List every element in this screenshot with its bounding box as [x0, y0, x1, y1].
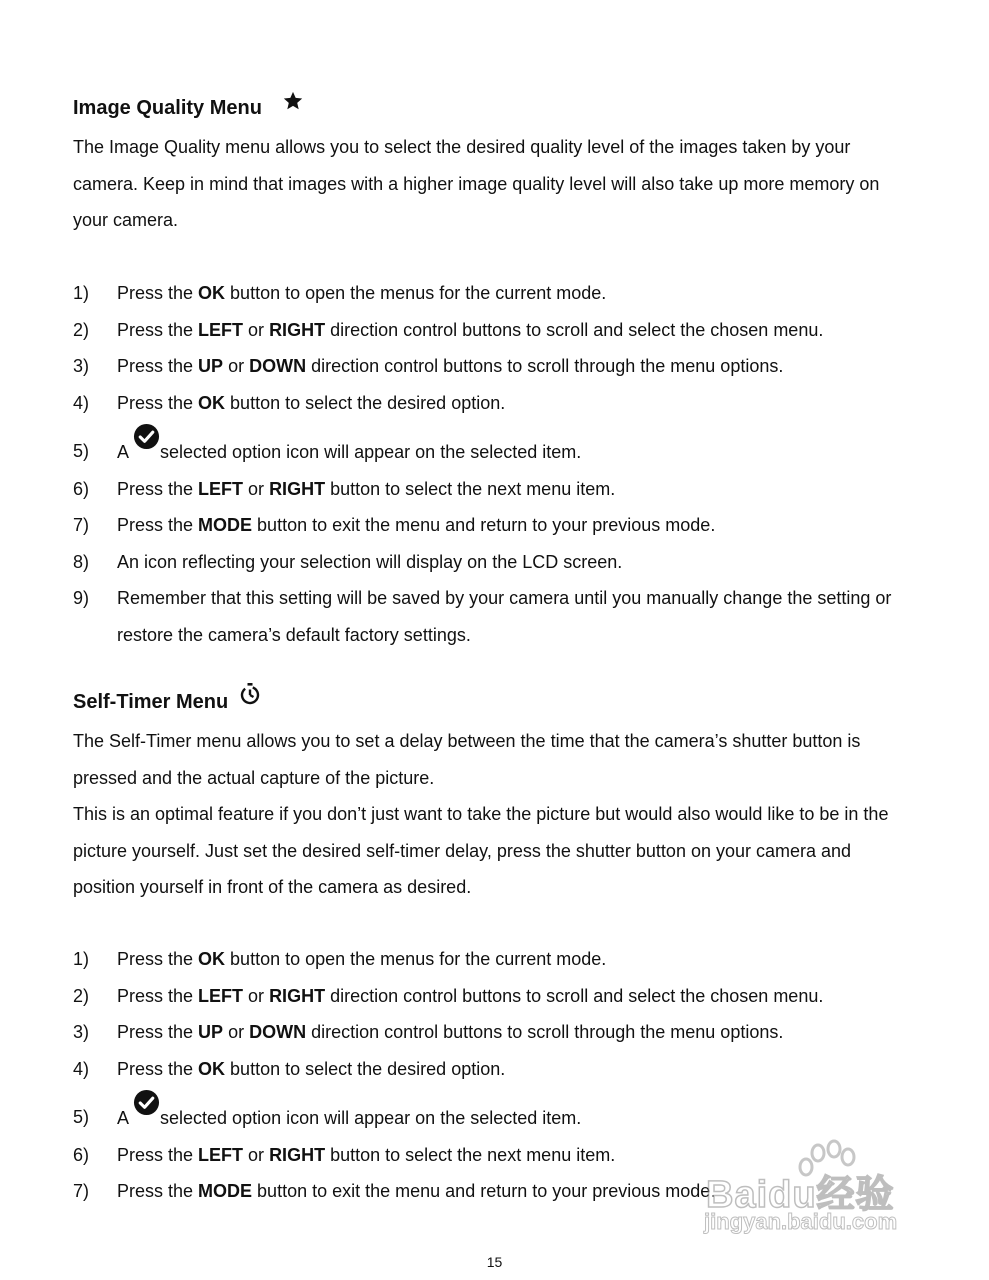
list-item-number: 7)	[73, 515, 90, 535]
list-item-number: 5)	[73, 441, 90, 461]
self-timer-title: Self-Timer Menu	[73, 691, 229, 713]
list-item	[73, 471, 913, 508]
list-item-text: direction control buttons to scroll and select the chosen menu.	[325, 319, 824, 340]
star-icon	[282, 90, 304, 118]
list-item-number: 6)	[73, 478, 90, 499]
self-timer-intro-1: The Self-Timer menu allows you to set a delay between the time that the camera’s shutter button is pressed and the actual capture of the picture.	[73, 731, 861, 788]
list-item-text: button to select the next menu item.	[325, 478, 616, 499]
button-name: LEFT	[198, 319, 244, 340]
list-item	[73, 580, 913, 653]
list-item-text: Press the	[117, 1181, 199, 1201]
button-name: OK	[198, 392, 226, 413]
list-item	[73, 348, 913, 385]
button-name: OK	[198, 283, 226, 303]
list-item-text: selected option icon will appear on the selected item.	[160, 1108, 582, 1128]
list-item-text: Press the	[117, 515, 199, 535]
list-item-number: 2)	[73, 319, 90, 340]
list-item-text: button to exit the menu and return to your previous mode.	[252, 1181, 716, 1201]
list-item-text: button to select the desired option.	[225, 392, 506, 413]
button-name: MODE	[198, 515, 253, 535]
list-item-text: Remember that this setting will be saved by your camera until you manually change the setting or restore the camera’s default factory settings.	[117, 588, 892, 645]
button-name: MODE	[198, 1181, 253, 1201]
button-name: UP	[198, 1022, 224, 1042]
list-item-number: 4)	[73, 392, 90, 413]
list-item	[73, 978, 913, 1015]
list-item-text: direction control buttons to scroll through the menu options.	[306, 1022, 784, 1042]
list-item	[73, 275, 913, 312]
list-item	[73, 421, 913, 471]
button-name: OK	[198, 1058, 226, 1079]
button-name: DOWN	[249, 1022, 307, 1042]
button-name: OK	[198, 949, 226, 969]
list-item-number: 6)	[73, 1144, 90, 1165]
list-item-number: 8)	[73, 551, 90, 572]
selected-check-icon	[133, 1089, 160, 1116]
button-name: UP	[198, 356, 224, 376]
list-item-text: direction control buttons to scroll through the menu options.	[306, 356, 784, 376]
list-item-number: 7)	[73, 1181, 90, 1201]
list-item-text: A	[117, 1108, 134, 1128]
list-item-text: Press the	[117, 319, 199, 340]
list-item-text: direction control buttons to scroll and select the chosen menu.	[325, 985, 824, 1006]
list-item-text: Press the	[117, 356, 199, 376]
button-name: RIGHT	[269, 985, 326, 1006]
button-name: RIGHT	[269, 1144, 326, 1165]
list-item-text: selected option icon will appear on the selected item.	[160, 442, 582, 462]
list-item-text: Press the	[117, 1058, 199, 1079]
list-item-text: or	[243, 1144, 270, 1165]
list-item-number: 2)	[73, 985, 90, 1006]
list-item-text: Press the	[117, 392, 199, 413]
self-timer-intro-2: This is an optimal feature if you don’t just want to take the picture but would also would like to be in the picture yourself. Just set the desired self-timer delay, press the shutter button on your camera and position yourself in front of the camera as desired.	[73, 804, 889, 897]
image-quality-title: Image Quality Menu	[73, 97, 262, 119]
list-item-text: button to exit the menu and return to your previous mode.	[252, 515, 716, 535]
list-item-number: 5)	[73, 1107, 90, 1127]
list-item-number: 3)	[73, 1022, 90, 1042]
baidu-watermark	[700, 1135, 940, 1245]
image-quality-intro: The Image Quality menu allows you to select the desired quality level of the images taken by your camera. Keep in mind that images with a higher image quality level will also take up more memory on your camera.	[73, 137, 880, 230]
list-item	[73, 941, 913, 978]
image-quality-steps	[73, 275, 913, 653]
list-item-text: Press the	[117, 478, 199, 499]
list-item-text: An icon reflecting your selection will display on the LCD screen.	[117, 551, 623, 572]
list-item-text: button to select the next menu item.	[325, 1144, 616, 1165]
watermark-brand: Baidu经验	[706, 1174, 895, 1216]
list-item-text: A	[117, 442, 134, 462]
list-item-text: Press the	[117, 1022, 199, 1042]
button-name: DOWN	[249, 356, 307, 376]
list-item	[73, 1087, 913, 1137]
list-item	[73, 385, 913, 422]
list-item	[73, 544, 913, 581]
list-item-text: or	[243, 319, 270, 340]
selected-check-icon	[133, 423, 160, 450]
list-item-text: Press the	[117, 283, 199, 303]
list-item	[73, 312, 913, 349]
list-item-text: or	[243, 985, 270, 1006]
image-quality-heading	[73, 96, 304, 124]
button-name: LEFT	[198, 985, 244, 1006]
list-item-number: 9)	[73, 588, 90, 608]
list-item	[73, 1014, 913, 1051]
list-item	[73, 1051, 913, 1088]
list-item	[73, 507, 913, 544]
list-item-number: 1)	[73, 283, 90, 303]
list-item-text: or	[223, 356, 250, 376]
watermark-url: jingyan.baidu.com	[704, 1209, 898, 1234]
button-name: RIGHT	[269, 319, 326, 340]
list-item-number: 4)	[73, 1058, 90, 1079]
list-item-text: button to select the desired option.	[225, 1058, 506, 1079]
list-item-text: button to open the menus for the current mode.	[225, 283, 607, 303]
button-name: LEFT	[198, 478, 244, 499]
list-item-number: 1)	[73, 949, 90, 969]
list-item-text: Press the	[117, 949, 199, 969]
button-name: LEFT	[198, 1144, 244, 1165]
self-timer-icon	[238, 682, 262, 712]
self-timer-heading	[73, 690, 262, 720]
list-item-number: 3)	[73, 356, 90, 376]
list-item-text: Press the	[117, 985, 199, 1006]
list-item-text: or	[223, 1022, 250, 1042]
list-item-text: button to open the menus for the current mode.	[225, 949, 607, 969]
list-item-text: Press the	[117, 1144, 199, 1165]
button-name: RIGHT	[269, 478, 326, 499]
list-item-text: or	[243, 478, 270, 499]
page-number: 15	[486, 1254, 503, 1270]
